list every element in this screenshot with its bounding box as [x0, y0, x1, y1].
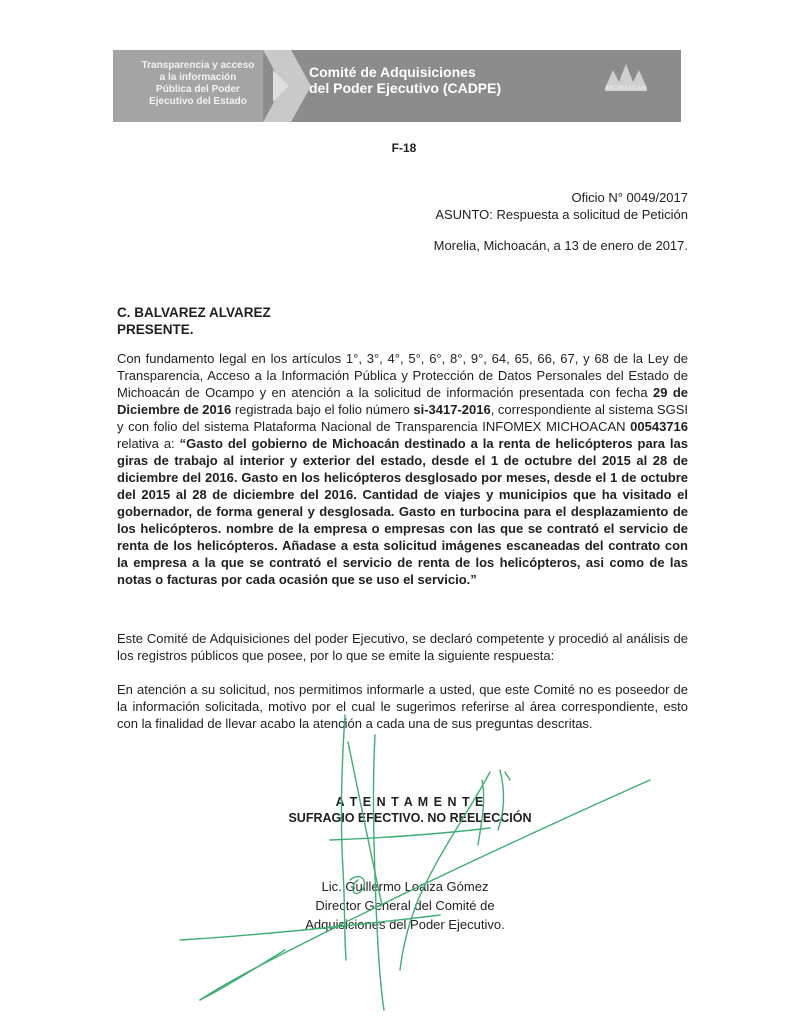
closing-atentamente: A T E N T A M E N T E [335, 795, 485, 809]
banner-left-line: a la información [159, 72, 237, 83]
banner-right-line: Comité de Adquisiciones [309, 64, 476, 80]
asunto-line: ASUNTO: Respuesta a solicitud de Petición [435, 207, 688, 222]
motto: SUFRAGIO EFECTIVO. NO REELECCIÓN [288, 811, 532, 825]
form-code: F-18 [391, 141, 417, 155]
folio-number: si-3417-2016 [413, 402, 491, 417]
request-date: 29 de Diciembre de 2016 [117, 385, 689, 417]
p1-text: relativa a: [117, 436, 180, 451]
banner-left-text [123, 60, 273, 108]
banner-committee-title [309, 64, 569, 96]
banner-right-line: del Poder Ejecutivo (CADPE) [309, 80, 502, 96]
request-quote: “Gasto del gobierno de Michoacán destinado a la renta de helicópteros para las giras de trabajo al interior y exterior del estado, desde el 1 de octubre del 2015 al 28 de diciembre del 2016. Gasto en los helicópteros desglosado por meses, desde el 1 de octubre del 2015 al 28 de diciembre del 2016. Cantidad de viajes y municipios que ha visitado el gobernador, de forma general y desglosada. Gasto en turbocina para el desplazamiento de los helicópteros. nombre de la empresa o empresas con las que se contrató el servicio de renta de los helicópteros. Añadase a esta solicitud imágenes escaneadas del contrato con la empresa a la que se contrató el servicio de renta de los helicópteros, asi como de las notas o facturas por cada ocasión que se uso el servicio.” [117, 436, 688, 587]
logo-label: MICHOACÁN [605, 86, 647, 92]
p1-text: , correspondiente al sistema SGSI y con folio del sistema Plataforma Nacional de Transparencia INFOMEX MICHOACAN [117, 402, 688, 434]
paragraph-legal-basis [117, 350, 688, 588]
paragraph-response: En atención a su solicitud, nos permitimos informarle a usted, que este Comité no es poseedor de la información solicitada, motivo por el cual le sugerimos referirse al área correspondiente, esto con la finalidad de llevar acabo la atención a cada una de sus preguntas descritas. [117, 682, 688, 731]
oficio-number: Oficio N° 0049/2017 [571, 190, 688, 205]
p1-text: registrada bajo el folio número [231, 402, 414, 417]
header-banner [113, 50, 681, 122]
recipient-name: C. BALVAREZ ALVAREZ [117, 305, 271, 320]
signer-block [270, 877, 540, 934]
place-date: Morelia, Michoacán, a 13 de enero de 2017. [433, 238, 688, 253]
banner-left-line: Ejecutivo del Estado [149, 96, 247, 107]
p1-text: Con fundamento legal en los artículos 1°, 3°, 4°, 5°, 6°, 8°, 9°, 64, 65, 66, 67, y 68 de la Ley de Transparencia, Acceso a la Información Pública y Protección de Datos Personales del Estado de Michoacán de Ocampo y en atención a la solicitud de información presentada con fecha [117, 351, 688, 400]
infomex-folio: 00543716 [630, 419, 688, 434]
signer-title: Adquisiciones del Poder Ejecutivo. [305, 917, 505, 932]
banner-left-line: Pública del Poder [156, 84, 240, 95]
recipient-block [117, 304, 271, 338]
signer-name: Lic. Guillermo Loaiza Gómez [321, 879, 489, 894]
banner-left-line: Transparencia y acceso [141, 60, 255, 71]
recipient-salutation: PRESENTE. [117, 322, 194, 337]
paragraph-competence: Este Comité de Adquisiciones del poder Ejecutivo, se declaró competente y procedió al análisis de los registros públicos que posee, por lo que se emite la siguiente respuesta: [117, 631, 688, 663]
signer-title: Director General del Comité de [315, 898, 495, 913]
